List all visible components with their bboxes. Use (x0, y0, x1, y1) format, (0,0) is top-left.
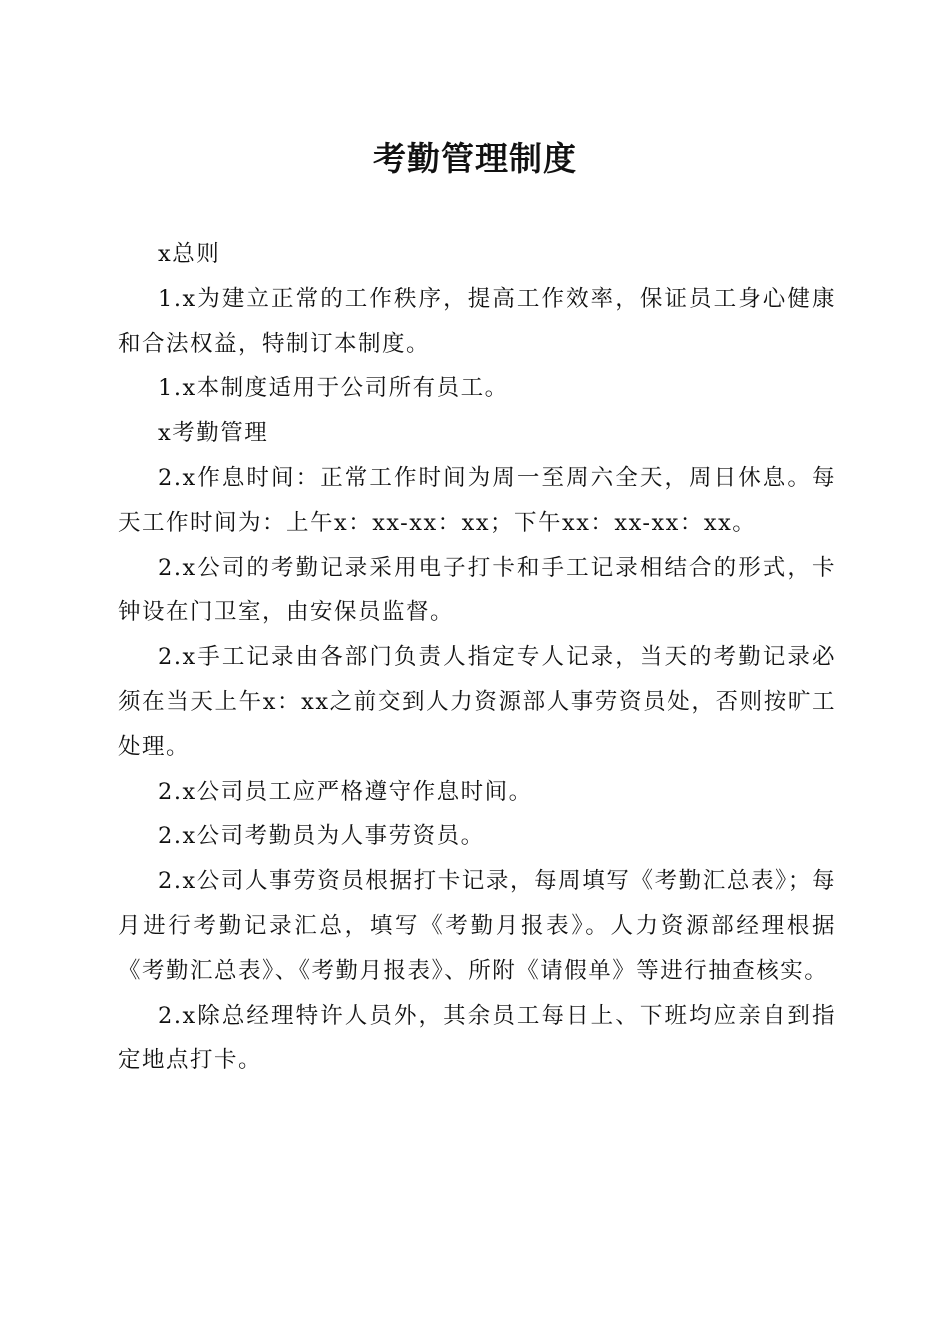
paragraph-clock-in: 2.x除总经理特许人员外，其余员工每日上、下班均应亲自到指定地点打卡。 (118, 1002, 836, 1074)
paragraph-reports: 2.x公司人事劳资员根据打卡记录，每周填写《考勤汇总表》；每月进行考勤记录汇总，填写《考勤月报表》。人力资源部经理根据《考勤汇总表》、《考勤月报表》、所附《请假单》等进行抽查核实。 (118, 868, 836, 984)
section-heading-general: x总则 (158, 241, 221, 267)
paragraph-recording-method: 2.x公司的考勤记录采用电子打卡和手工记录相结合的形式，卡钟设在门卫室，由安保员监督。 (118, 554, 836, 626)
paragraph-purpose: 1.x为建立正常的工作秩序，提高工作效率，保证员工身心健康和合法权益，特制订本制度。 (118, 285, 836, 357)
document-body (118, 232, 836, 1083)
paragraph-work-hours: 2.x作息时间：正常工作时间为周一至周六全天，周日休息。每天工作时间为：上午x：xx-xx：xx；下午xx：xx-xx：xx。 (118, 464, 836, 536)
paragraph-manual-records: 2.x手工记录由各部门负责人指定专人记录，当天的考勤记录必须在当天上午x：xx之前交到人力资源部人事劳资员处，否则按旷工处理。 (118, 644, 836, 760)
paragraph-observe-hours: 2.x公司员工应严格遵守作息时间。 (158, 778, 533, 805)
paragraph-scope: 1.x本制度适用于公司所有员工。 (158, 375, 509, 402)
section-heading-attendance: x考勤管理 (158, 420, 269, 447)
document-title: 考勤管理制度 (373, 139, 577, 178)
paragraph-attendance-clerk: 2.x公司考勤员为人事劳资员。 (158, 823, 485, 850)
